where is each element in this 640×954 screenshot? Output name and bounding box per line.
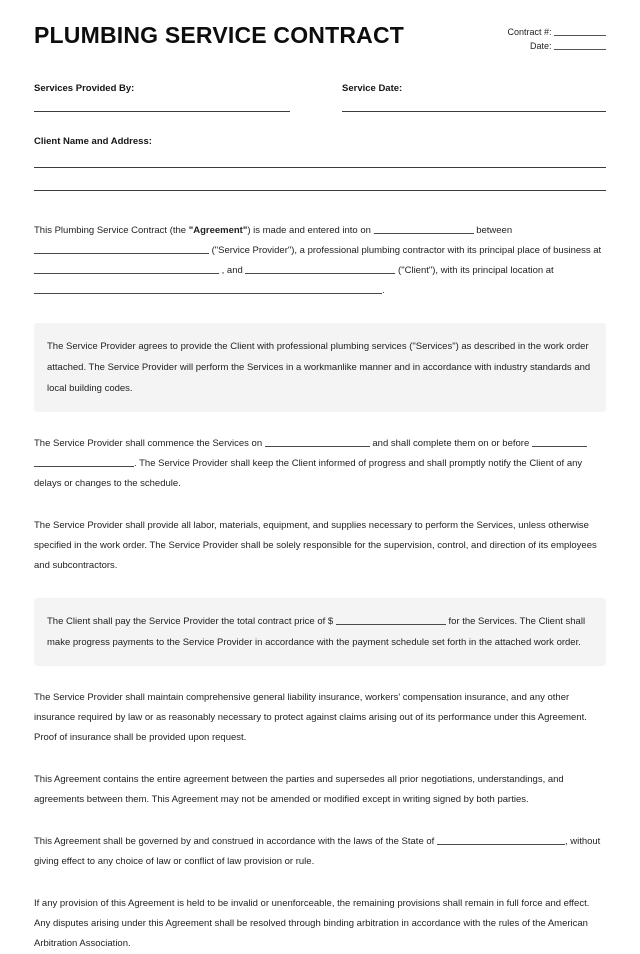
contract-number-row: [507, 25, 606, 39]
agreement-bold-text: "Agreement": [188, 225, 248, 236]
service-date-field: [342, 83, 606, 112]
client-line-1: [34, 167, 606, 168]
business-address-blank: [34, 263, 219, 274]
schedule-paragraph: The Service Provider shall commence the Services on and shall complete them on or before . The Service Provider shall keep the Client informed of progress and shall promptly notify the Client of any delays or changes to the schedule.: [34, 434, 606, 494]
client-name-address-field: [34, 136, 606, 191]
contract-meta: [507, 22, 606, 53]
effective-date-blank: [374, 223, 474, 234]
client-location-blank: [34, 283, 382, 294]
page-title: PLUMBING SERVICE CONTRACT: [34, 22, 405, 48]
governing-law-paragraph: This Agreement shall be governed by and construed in accordance with the laws of the State of , without giving effect to any choice of law or conflict of law provision or rule.: [34, 836, 601, 867]
labor-paragraph: The Service Provider shall provide all labor, materials, equipment, and supplies necessary to perform the Services, unless otherwise specified in the work order. The Service Provider shall be solely responsible for the supervision, control, and direction of its employees and subcontractors.: [34, 520, 597, 571]
entire-agreement-paragraph: This Agreement contains the entire agreement between the parties and supersedes all prior negotiations, understandings, and agreements between them. This Agreement may not be amended or modified except in writing signed by both parties.: [34, 774, 564, 805]
contract-price-blank: [336, 614, 446, 625]
date-row: [507, 39, 606, 53]
payment-callout: The Client shall pay the Service Provider the total contract price of $ for the Services. The Client shall make progress payments to the Service Provider in accordance with the payment schedule set forth in the attached work order.: [34, 598, 606, 666]
service-date-line: [342, 111, 606, 112]
state-blank: [437, 834, 565, 845]
contract-number-blank: [554, 27, 606, 36]
intro-text: This Plumbing Service Contract (the: [34, 225, 189, 236]
service-fields-row: [34, 83, 606, 112]
services-provided-by-label: Services Provided By:: [34, 83, 135, 94]
document-header: [34, 22, 606, 53]
complete-date-blank-1: [532, 436, 587, 447]
client-name-blank: [245, 263, 395, 274]
service-provider-name-blank: [34, 243, 209, 254]
services-provided-by-field: [34, 83, 290, 112]
services-provided-by-line: [34, 111, 290, 112]
client-name-address-label: Client Name and Address:: [34, 136, 152, 147]
commence-date-blank: [265, 436, 370, 447]
date-blank: [554, 41, 606, 50]
client-line-2: [34, 190, 606, 191]
contract-number-label: Contract #:: [507, 27, 552, 37]
complete-date-blank-2: [34, 456, 134, 467]
insurance-paragraph: The Service Provider shall maintain comprehensive general liability insurance, workers' compensation insurance, and any other insurance required by law or as reasonably necessary to protect against claims arising out of its performance under this Agreement. Proof of insurance shall be provided upon request.: [34, 692, 587, 743]
services-scope-callout: [34, 323, 606, 412]
severability-paragraph: If any provision of this Agreement is held to be invalid or unenforceable, the remaining provisions shall remain in full force and effect. Any disputes arising under this Agreement shall be resolved through binding arbitration in accordance with the rules of the American Arbitration Association.: [34, 898, 590, 949]
service-date-label: Service Date:: [342, 83, 403, 94]
intro-paragraph: This Plumbing Service Contract (the "Agreement") is made and entered into on between ("Service Provider"), a professional plumbing contractor with its principal place of business at , and ("Client"), with its principal location at .: [34, 225, 602, 296]
date-label: Date:: [529, 41, 552, 51]
services-scope-text: The Service Provider agrees to provide the Client with professional plumbing services ("Services") as described in the work order attached. The Service Provider will perform the Services in a workmanlike manner and in accordance with industry standards and local building codes.: [47, 341, 591, 394]
